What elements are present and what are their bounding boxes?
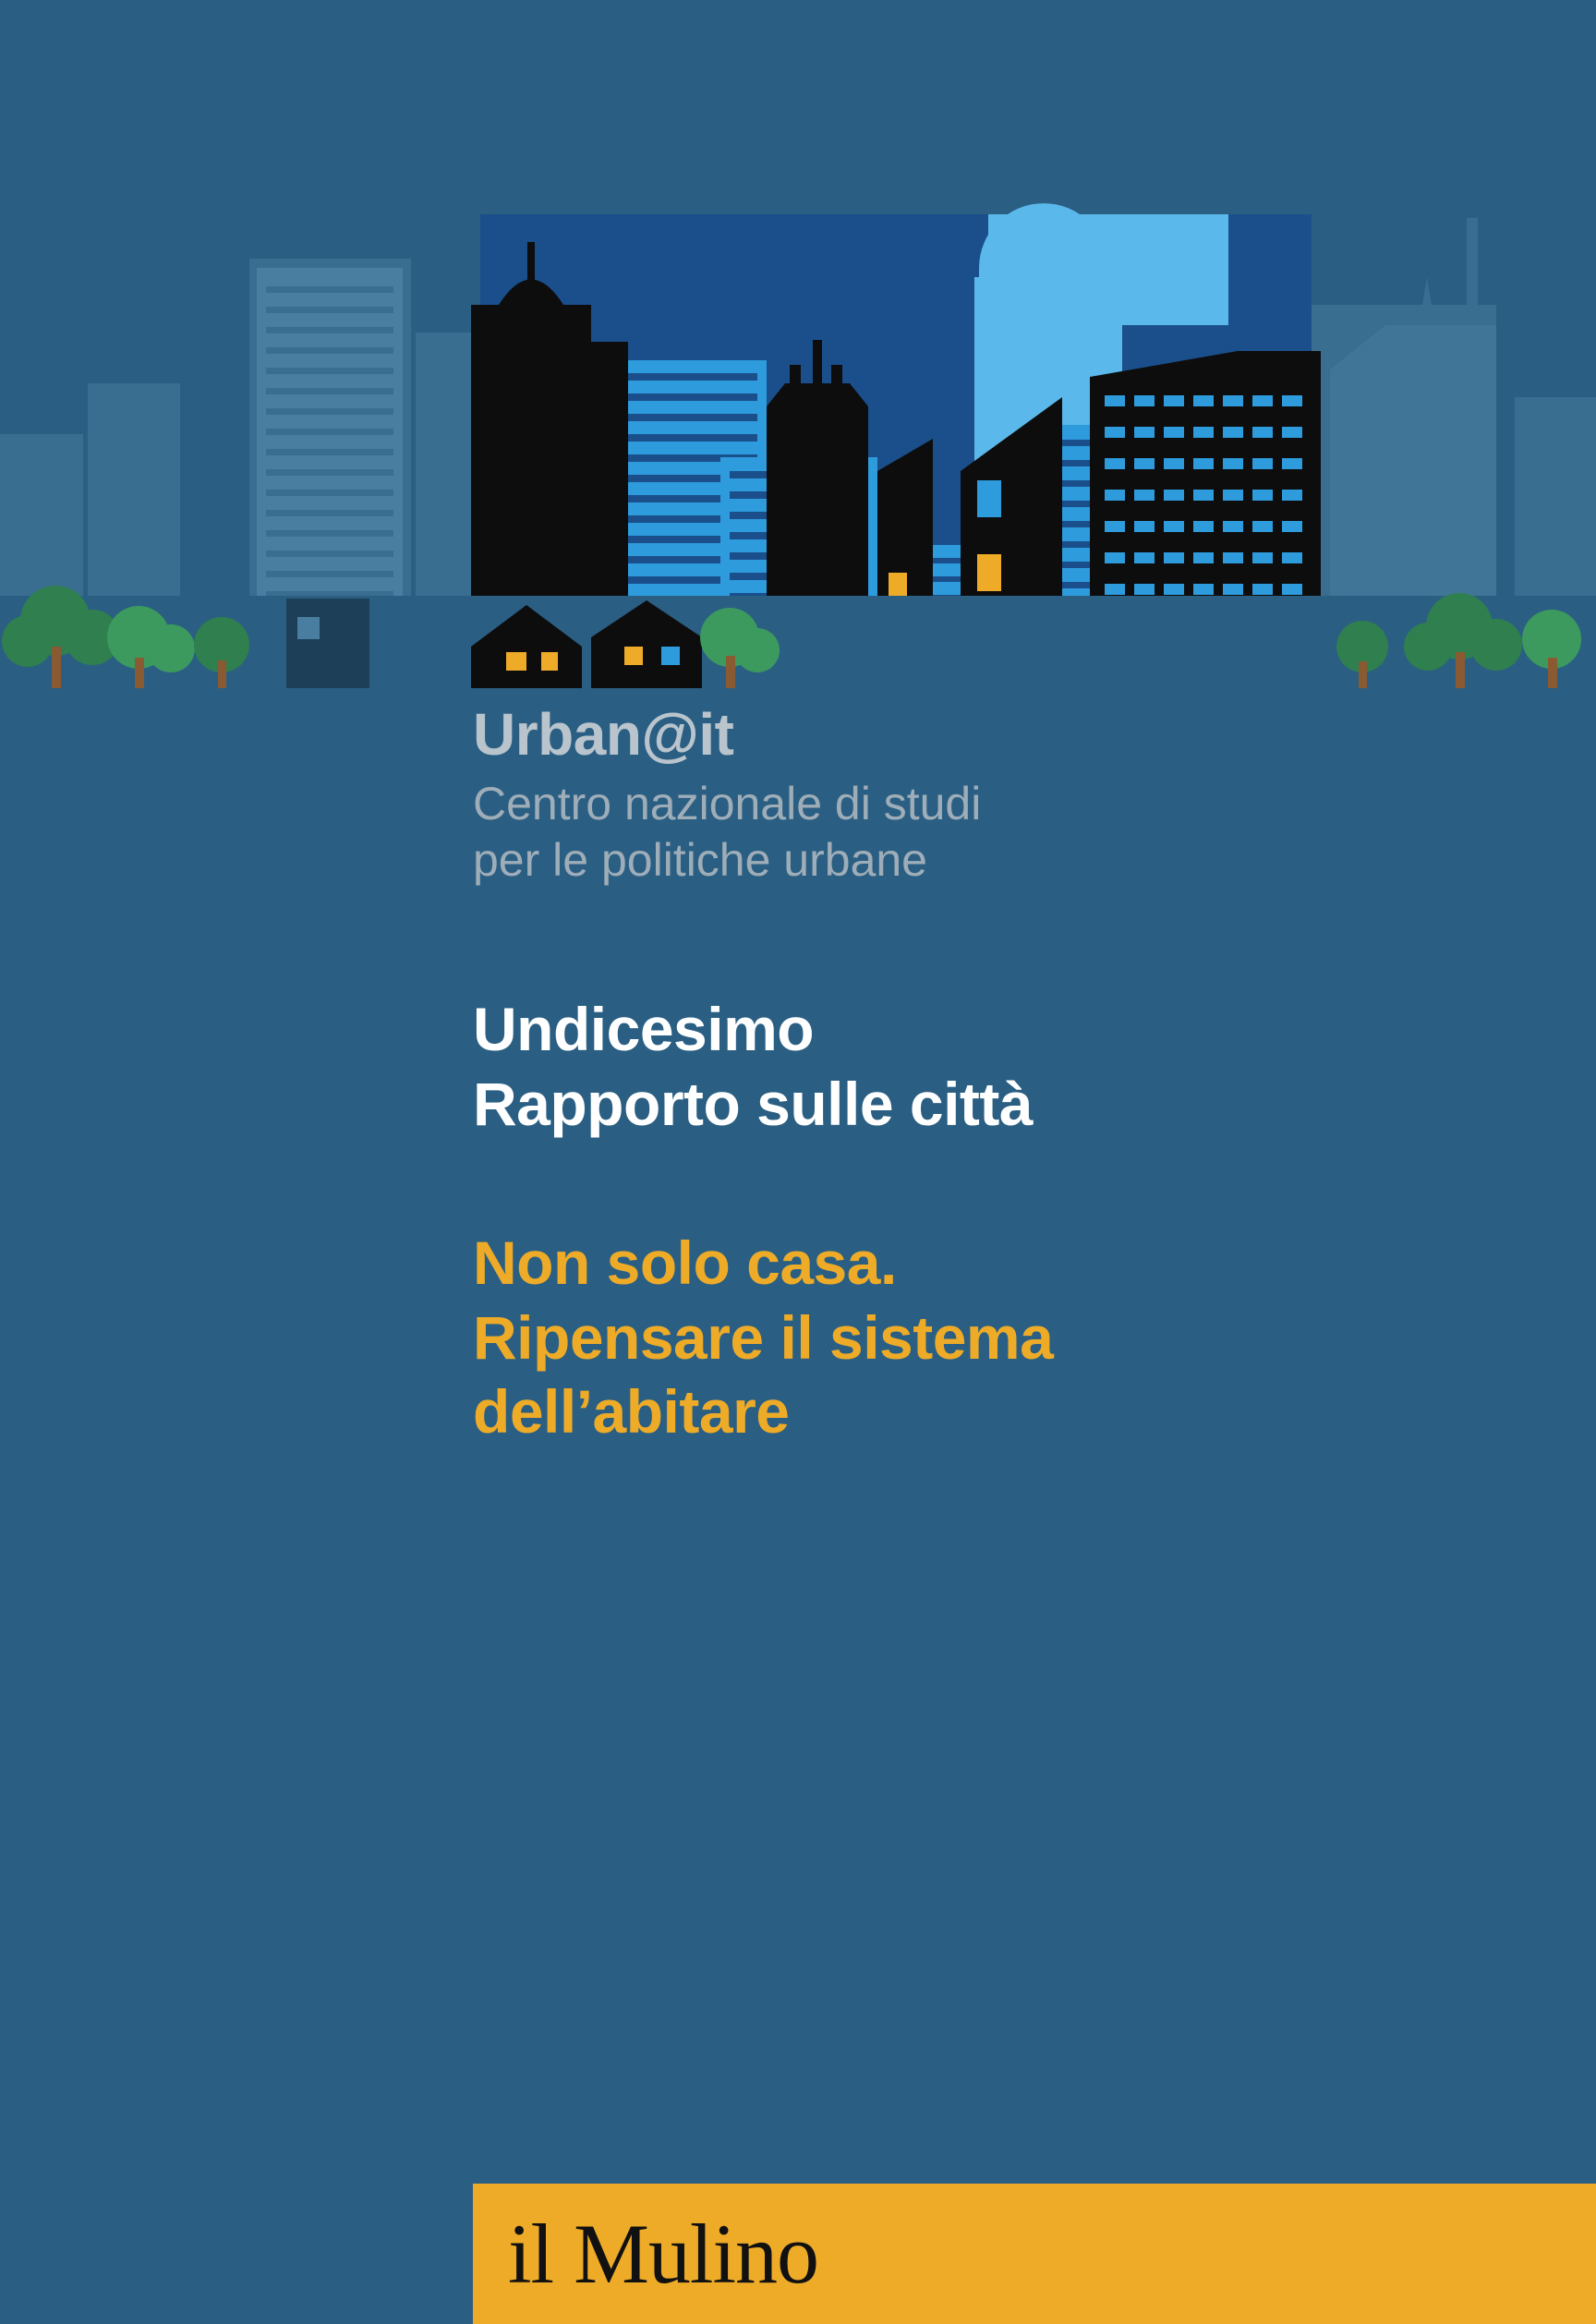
brand-name: Urban@it xyxy=(473,701,734,768)
subtitle-line-2: Ripensare il sistema xyxy=(473,1302,1054,1372)
page-title xyxy=(473,992,1489,1141)
brand-tagline-line2: per le politiche urbane xyxy=(473,834,927,887)
publisher-name: il Mulino xyxy=(508,2207,819,2301)
title-line-2: Rapporto sulle città xyxy=(473,1069,1034,1138)
subtitle-line-3: dell’abitare xyxy=(473,1377,790,1446)
cover-text-block xyxy=(473,702,1489,1449)
city-skyline-illustration xyxy=(0,0,1596,688)
brand-tagline-line1: Centro nazionale di studi xyxy=(473,778,982,830)
publisher-bar xyxy=(473,2184,1596,2324)
subtitle-line-1: Non solo casa. xyxy=(473,1229,897,1298)
title-line-1: Undicesimo xyxy=(473,995,815,1064)
page-subtitle xyxy=(473,1226,1489,1449)
